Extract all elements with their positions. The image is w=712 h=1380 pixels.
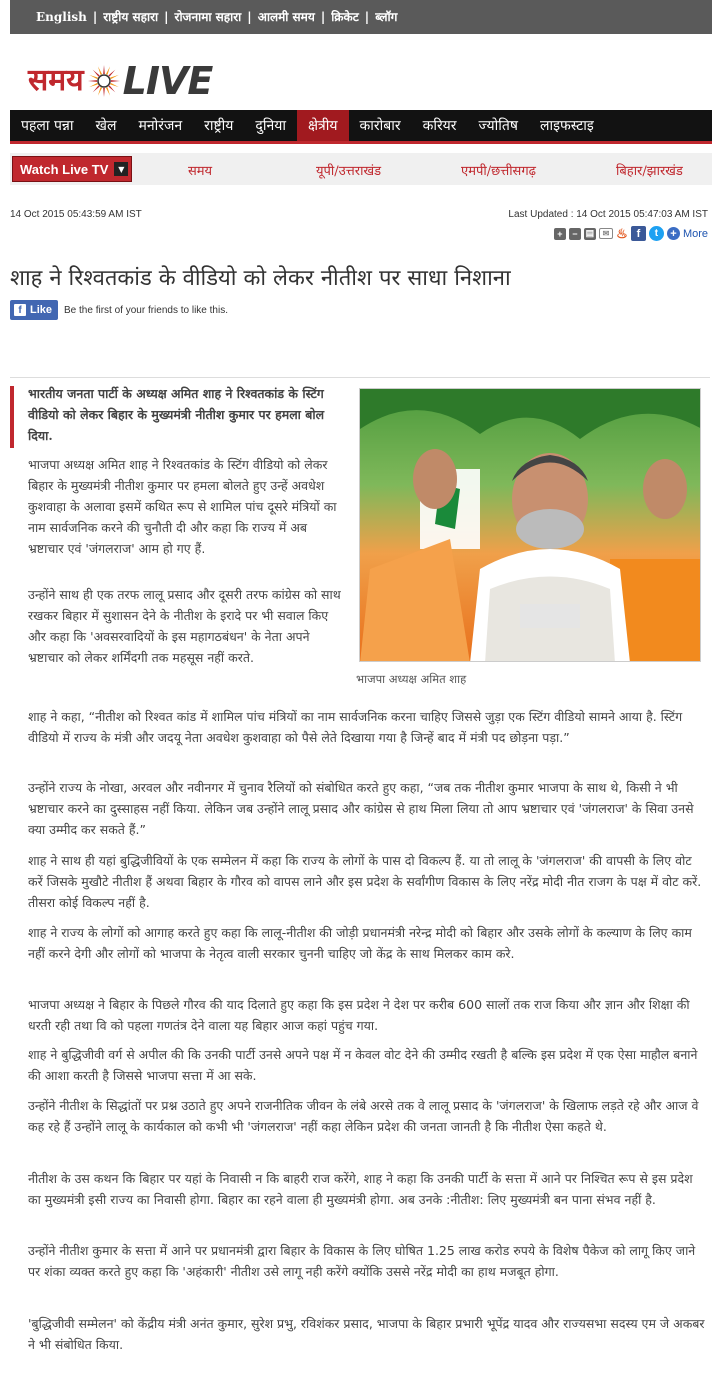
toplink-rashtriya-sahara[interactable]: राष्ट्रीय सहारा bbox=[103, 10, 159, 24]
article-paragraph: शाह ने कहा, “नीतीश को रिश्वत कांड में शामिल पांच मंत्रियों का नाम सार्वजनिक करना चाहिए जिससे जुड़ा एक स्टिंग वीडियो सामने आया है. स्टिंग वीडियो में राज्य के मंत्री और जदयू नेता अवधेश कुशवाहा को पैसे लेते दिखाया गया है जिन्हें बाद में मंत्री पद छोड़ना पड़ा.” bbox=[28, 709, 683, 745]
nav-item-home[interactable]: पहला पन्ना bbox=[21, 118, 74, 134]
divider bbox=[10, 377, 710, 378]
facebook-icon: f bbox=[14, 304, 26, 316]
article-paragraph: उन्होंने साथ ही एक तरफ लालू प्रसाद और दूसरी तरफ कांग्रेस को साथ रखकर बिहार में सुशासन देने के नीतीश के इरादे पर भी सवाल किए और कहा कि 'अवसरवादियों के इस महागठबंधन' के नेता अपने भ्रष्टाचार को लेकर शर्मिंदगी तक महसूस नहीं करते. bbox=[28, 587, 341, 665]
article-paragraph: शाह ने साथ ही यहां बुद्धिजीवियों के एक सम्मेलन में कहा कि राज्य के लोगों के पास दो विकल्प हैं. या तो लालू के 'जंगलराज' की वापसी के लिए वोट करें जिसके मुखौटे नीतीश हैं अथवा बिहार के गौरव को वापस लाने और इस प्रदेश के सर्वांगीण विकास के लिए नरेंद्र मोदी नीत राजग के पक्ष में वोट करें. तीसरा कोई विकल्प नहीं है. bbox=[28, 853, 702, 910]
nav-item-regional[interactable]: क्षेत्रीय bbox=[297, 110, 349, 141]
lead-accent-bar bbox=[10, 386, 14, 448]
separator: | bbox=[247, 10, 252, 24]
hot-icon[interactable]: ♨ bbox=[616, 225, 628, 241]
separator: | bbox=[92, 10, 98, 24]
nav-item-national[interactable]: राष्ट्रीय bbox=[204, 118, 234, 134]
watch-live-label: Watch Live TV bbox=[20, 161, 109, 177]
subnav-item-samay[interactable]: समय bbox=[188, 164, 213, 179]
published-date: 14 Oct 2015 05:43:59 AM IST bbox=[10, 209, 142, 220]
article-headline: शाह ने रिश्वतकांड के वीडियो को लेकर नीतीश पर साधा निशाना bbox=[10, 266, 511, 291]
print-icon[interactable]: ▤ bbox=[585, 228, 595, 238]
nav-item-business[interactable]: कारोबार bbox=[359, 118, 401, 134]
article-paragraph: उन्होंने राज्य के नोखा, अरवल और नवीनगर में चुनाव रैलियों को संबोधित करते हुए कहा, “जब तक नीतीश कुमार भाजपा के साथ थे, किसी ने भी भ्रष्टाचार करने का दुस्साहस नहीं किया. लेकिन जब उन्होंने लालू प्रसाद और कांग्रेस से हाथ मिला लिया तो आप भ्रष्टाचार एवं 'जंगलराज' के सिवा उनसे क्या उम्मीद कर सकते हैं.” bbox=[28, 780, 694, 837]
toplink-cricket[interactable]: क्रिकेट bbox=[331, 10, 359, 24]
photo-caption: भाजपा अध्यक्ष अमित शाह bbox=[356, 672, 467, 686]
article-photo bbox=[359, 388, 701, 662]
subnav-item-up-uttarakhand[interactable]: यूपी/उत्तराखंड bbox=[316, 164, 382, 179]
facebook-icon[interactable]: f bbox=[631, 226, 646, 241]
font-increase-icon[interactable]: + bbox=[554, 228, 566, 240]
toplink-aalmi-samay[interactable]: आलमी समय bbox=[257, 10, 315, 24]
toplink-blog[interactable]: ब्लॉग bbox=[375, 10, 398, 24]
separator: | bbox=[364, 10, 370, 24]
nav-item-career[interactable]: करियर bbox=[422, 118, 457, 134]
facebook-like-label: Like bbox=[30, 304, 53, 316]
more-share-icon[interactable]: + bbox=[667, 227, 680, 240]
separator: | bbox=[164, 10, 169, 24]
logo-samay-text: समय bbox=[28, 63, 84, 98]
subnav-item-mp-chhattisgarh[interactable]: एमपी/छत्तीसगढ़ bbox=[461, 164, 536, 179]
sub-nav bbox=[10, 153, 712, 185]
facebook-like-text: Be the first of your friends to like this. bbox=[64, 304, 228, 316]
nav-item-entertainment[interactable]: मनोरंजन bbox=[138, 118, 183, 134]
article-paragraph: उन्होंने नीतीश के सिद्धांतों पर प्रश्न उठाते हुए अपने राजनीतिक जीवन के लंबे अरसे तक वे लालू प्रसाद के 'जंगलराज' के खिलाफ लड़ते रहे और आज वे कह रहे हैं उन्होंने लालू के कार्यकाल को कभी भी 'जंगलराज' नहीं कहा लेकिन प्रदेश की जनता जानती है कि नीतीश ऐसा कहते थे. bbox=[28, 1098, 699, 1134]
article-tools bbox=[554, 226, 708, 241]
dropdown-arrow-icon: ▼ bbox=[114, 162, 128, 176]
facebook-like-widget bbox=[10, 300, 228, 320]
twitter-icon[interactable]: t bbox=[649, 226, 664, 241]
nav-item-astrology[interactable]: ज्योतिष bbox=[478, 118, 518, 134]
watch-live-tv-button[interactable] bbox=[12, 156, 132, 182]
article-paragraph: नीतीश के उस कथन कि बिहार पर यहां के निवासी न कि बाहरी राज करेंगे, शाह ने कहा कि उनकी पार्टी के सत्ता में आने पर निश्चित रूप से इस प्रदेश का मुख्यमंत्री इसी राज्य का निवासी होगा. बिहार का रहने वाला ही मुख्यमंत्री होगा. अब उनके :नीतीश: लिए मुख्यमंत्री बन पाना संभव नहीं है. bbox=[28, 1171, 693, 1207]
last-updated: Last Updated : 14 Oct 2015 05:47:03 AM IST bbox=[508, 209, 708, 220]
font-decrease-icon[interactable]: − bbox=[569, 228, 581, 240]
logo-sun-icon bbox=[87, 64, 121, 98]
toplink-roznama-sahara[interactable]: रोजनामा सहारा bbox=[174, 10, 242, 24]
article-paragraph: उन्होंने नीतीश कुमार के सत्ता में आने पर प्रधानमंत्री द्वारा बिहार के विकास के लिए घोषित 1.25 लाख करोड रुपये के विशेष पैकेज को लागू किए जाने पर शंका व्यक्त करते हुए कहा कि 'अहंकारी' नीतीश उसे लागू नही करेंगे क्योंकि उससे नरेंद्र मोदी का हाथ मजबूत होगा. bbox=[28, 1243, 696, 1279]
article-lead: भारतीय जनता पार्टी के अध्यक्ष अमित शाह ने रिश्वतकांड के स्टिंग वीडियो को लेकर बिहार के मुख्यमंत्री नीतीश कुमार पर हमला बोल दिया. bbox=[28, 386, 325, 443]
nav-item-lifestyle[interactable]: लाइफस्टाइ bbox=[539, 118, 594, 134]
article-paragraph: 'बुद्धिजीवी सम्मेलन' को केंद्रीय मंत्री अनंत कुमार, सुरेश प्रभु, रविशंकर प्रसाद, भाजपा के बिहार प्रभारी भूपेंद्र यादव और राज्यसभा सदस्य एम जे अकबर ने भी संबोधित किया. bbox=[28, 1316, 705, 1352]
top-links-bar bbox=[10, 0, 712, 34]
main-nav bbox=[10, 110, 712, 144]
more-share-link[interactable]: More bbox=[682, 227, 708, 240]
article-paragraph: भाजपा अध्यक्ष अमित शाह ने रिश्वतकांड के स्टिंग वीडियो को लेकर बिहार के मुख्यमंत्री नीतीश कुमार पर हमला बोलते हुए उन्हें अवधेश कुशवाहा के अलावा इसमें कथित रूप से शामिल पांच दूसरे मंत्रियों का नाम सार्वजनिक करने की चुनौती दी और कहा कि राज्य में अब भ्रष्टाचार एवं 'जंगलराज' आम हो गए हैं. bbox=[28, 457, 337, 556]
toplink-english[interactable]: English bbox=[36, 10, 87, 24]
nav-item-sports[interactable]: खेल bbox=[95, 118, 117, 134]
article-paragraph: शाह ने बुद्धिजीवी वर्ग से अपील की कि उनकी पार्टी उनसे अपने पक्ष में न केवल वोट देने की उम्मीद रखती है बल्कि इस प्रदेश में एक ऐसा माहौल बनाने की आशा करती है जिससे भाजपा सत्ता में आ सके. bbox=[28, 1047, 698, 1083]
nav-item-world[interactable]: दुनिया bbox=[255, 118, 286, 134]
article-paragraph: भाजपा अध्यक्ष ने बिहार के पिछले गौरव की याद दिलाते हुए कहा कि इस प्रदेश ने देश पर करीब 600 सालों तक राज किया और ज्ञान और शिक्षा की धरती रही तथा वि को पहला गणतंत्र देने वाला यह बिहार आज कहां पहुंच गया. bbox=[28, 997, 690, 1033]
logo-live-text: LIVE bbox=[122, 59, 213, 103]
subnav-item-bihar-jharkhand[interactable]: बिहार/झारखंड bbox=[616, 164, 683, 179]
site-logo[interactable] bbox=[28, 58, 212, 104]
facebook-like-button[interactable] bbox=[10, 300, 58, 320]
article-paragraph: शाह ने राज्य के लोगों को आगाह करते हुए कहा कि लालू-नीतीश की जोड़ी प्रधानमंत्री नरेन्द्र मोदी को बिहार और उसके लोगों के कल्याण के लिए काम नहीं करने देगी और लोगों को भाजपा के नेतृत्व वाली सरकार चुननी चाहिए जो केंद्र के साथ मिलकर काम करे. bbox=[28, 925, 692, 961]
email-icon[interactable]: ✉ bbox=[599, 228, 613, 239]
separator: | bbox=[320, 10, 326, 24]
